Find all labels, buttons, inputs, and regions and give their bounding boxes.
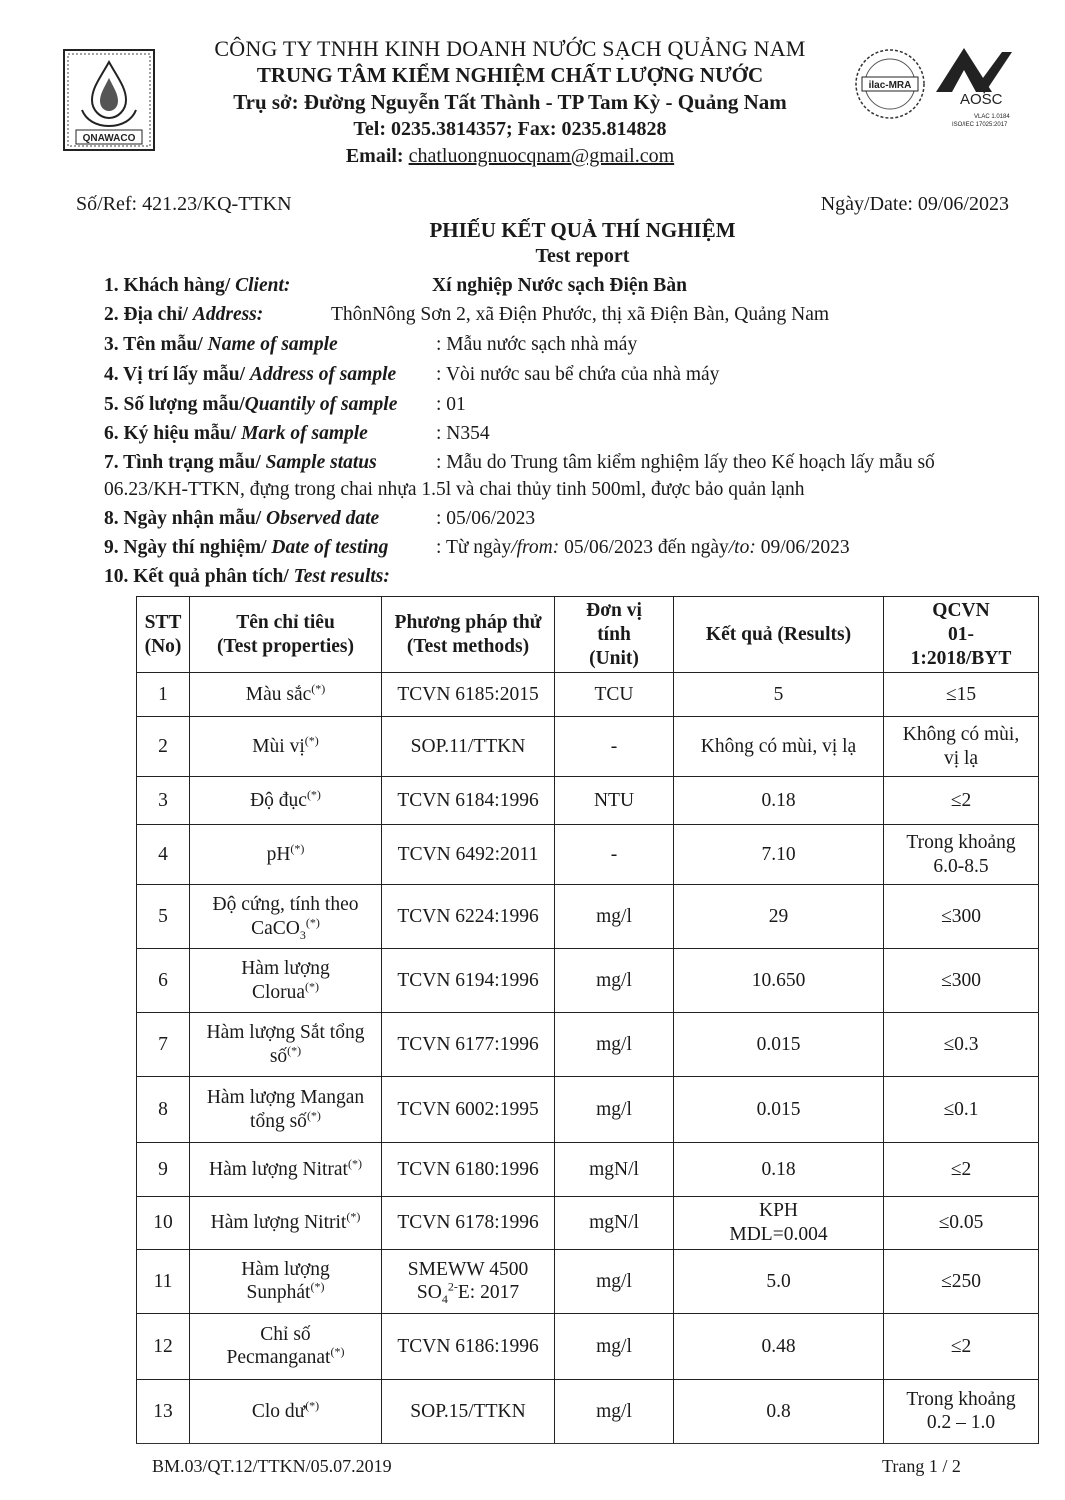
cell-result: 10.650 [674, 949, 884, 1013]
cell-method: TCVN 6186:1996 [382, 1313, 555, 1379]
cell-no: 8 [137, 1077, 190, 1143]
cell-result: 5.0 [674, 1249, 884, 1313]
cell-no: 9 [137, 1143, 190, 1197]
cell-result: Không có mùi, vị lạ [674, 717, 884, 777]
field-client: 1. Khách hàng/ Client: [104, 275, 291, 296]
field-sample-mark: 6. Ký hiệu mẫu/ Mark of sample [104, 423, 368, 444]
cell-method: TCVN 6184:1996 [382, 777, 555, 825]
table-row [137, 1143, 1039, 1197]
field-sample-status: 7. Tình trạng mẫu/ Sample status [104, 452, 377, 473]
sample-location-value: : Vòi nước sau bể chứa của nhà máy [436, 364, 720, 385]
cell-method: SMEWW 4500 $SO_4^{2-}E$: 2017 [382, 1249, 555, 1313]
cell-result: 0.18 [674, 1143, 884, 1197]
cell-no: 3 [137, 777, 190, 825]
cell-method: SOP.11/TTKN [382, 717, 555, 777]
cell-unit: mg/l [555, 1379, 674, 1443]
field-sample-name: 3. Tên mẫu/ Name of sample [104, 334, 338, 355]
client-value: Xí nghiệp Nước sạch Điện Bàn [432, 275, 687, 296]
cell-no: 5 [137, 885, 190, 949]
cell-property: Hàm lượng Nitrat(*) [190, 1143, 382, 1197]
report-title: PHIẾU KẾT QUẢ THÍ NGHIỆM [429, 218, 736, 242]
cell-unit: NTU [555, 777, 674, 825]
address-value: ThônNông Sơn 2, xã Điện Phước, thị xã Điện Bàn, Quảng Nam [331, 304, 830, 325]
cell-result: 29 [674, 885, 884, 949]
cell-method: TCVN 6224:1996 [382, 885, 555, 949]
field-address: 2. Địa chỉ/ Address: [104, 304, 264, 325]
ilac-text: ilac-MRA [868, 80, 912, 91]
cell-method: TCVN 6002:1995 [382, 1077, 555, 1143]
cell-standard: Trong khoảng 0.2 – 1.0 [884, 1379, 1039, 1443]
cell-no: 1 [137, 673, 190, 717]
cell-result: 0.18 [674, 777, 884, 825]
cell-standard: ≤2 [884, 1143, 1039, 1197]
cell-method: TCVN 6185:2015 [382, 673, 555, 717]
cell-standard: ≤2 [884, 777, 1039, 825]
table-row [137, 1077, 1039, 1143]
cell-method: TCVN 6492:2011 [382, 825, 555, 885]
cell-method: SOP.15/TTKN [382, 1379, 555, 1443]
field-observed-date: 8. Ngày nhận mẫu/ Observed date [104, 508, 380, 529]
table-row [137, 1249, 1039, 1313]
cell-unit: mg/l [555, 885, 674, 949]
header-unit: Đơn vị tính (Unit) [555, 597, 674, 673]
cell-no: 12 [137, 1313, 190, 1379]
testing-date-value: : Từ ngày/from: 05/06/2023 đến ngày/to: 09/06/2023 [436, 537, 850, 558]
aosc-logo [936, 48, 1012, 128]
cell-result: 5 [674, 673, 884, 717]
cell-unit: mgN/l [555, 1197, 674, 1250]
cell-no: 7 [137, 1013, 190, 1077]
cell-unit: - [555, 717, 674, 777]
table-row [137, 1313, 1039, 1379]
cell-unit: - [555, 825, 674, 885]
cell-method: TCVN 6177:1996 [382, 1013, 555, 1077]
cell-no: 13 [137, 1379, 190, 1443]
header-methods: Phương pháp thử (Test methods) [382, 597, 555, 673]
field-test-results: 10. Kết quả phân tích/ Test results: [104, 566, 390, 587]
contact-email [160, 145, 860, 168]
cell-property: Chỉ số Pecmanganat(*) [190, 1313, 382, 1379]
cell-unit: TCU [555, 673, 674, 717]
table-row [137, 825, 1039, 885]
cell-result: 7.10 [674, 825, 884, 885]
field-testing-date: 9. Ngày thí nghiệm/ Date of testing [104, 537, 389, 558]
cell-standard: ≤2 [884, 1313, 1039, 1379]
cell-method: TCVN 6194:1996 [382, 949, 555, 1013]
cell-property: pH(*) [190, 825, 382, 885]
table-row [137, 673, 1039, 717]
header-no: STT (No) [137, 597, 190, 673]
header-standard: QCVN 01- 1:2018/BYT [884, 597, 1039, 673]
cell-property: Độ đục(*) [190, 777, 382, 825]
table-row [137, 1197, 1039, 1250]
page-number: Trang 1 / 2 [882, 1456, 961, 1476]
cell-no: 6 [137, 949, 190, 1013]
table-row [137, 949, 1039, 1013]
cell-property: Độ cứng, tính theo CaCO$_3$(*) [190, 885, 382, 949]
cell-standard: ≤0.3 [884, 1013, 1039, 1077]
form-code: BM.03/QT.12/TTKN/05.07.2019 [152, 1456, 392, 1476]
center-name: TRUNG TÂM KIỂM NGHIỆM CHẤT LƯỢNG NƯỚC [256, 63, 764, 87]
cell-unit: mg/l [555, 949, 674, 1013]
cell-unit: mg/l [555, 1313, 674, 1379]
cell-no: 10 [137, 1197, 190, 1250]
cell-no: 4 [137, 825, 190, 885]
cell-unit: mg/l [555, 1013, 674, 1077]
company-name: CÔNG TY TNHH KINH DOANH NƯỚC SẠCH QUẢNG NAM [214, 36, 806, 61]
cell-standard: ≤15 [884, 673, 1039, 717]
cell-property: Hàm lượng Sunphát(*) [190, 1249, 382, 1313]
sample-status-value-line2: 06.23/KH-TTKN, đựng trong chai nhựa 1.5l và chai thủy tinh 500ml, được bảo quản lạnh [104, 479, 805, 500]
vilas-text: VLAC 1.0184 [974, 114, 1010, 120]
cell-no: 11 [137, 1249, 190, 1313]
table-row [137, 717, 1039, 777]
cell-result: 0.48 [674, 1313, 884, 1379]
table-row [137, 885, 1039, 949]
sample-quantity-value: : 01 [436, 394, 466, 415]
table-row [137, 1013, 1039, 1077]
cell-property: Hàm lượng Mangan tổng số(*) [190, 1077, 382, 1143]
cell-property: Hàm lượng Clorua(*) [190, 949, 382, 1013]
report-subtitle: Test report [535, 245, 630, 267]
footer-divider [136, 1443, 1038, 1444]
cell-method: TCVN 6178:1996 [382, 1197, 555, 1250]
cell-result: KPH MDL=0.004 [674, 1197, 884, 1250]
ilac-mra-logo [856, 50, 924, 118]
table-row [137, 1379, 1039, 1443]
cell-property: Hàm lượng Nitrit(*) [190, 1197, 382, 1250]
company-logo [62, 48, 156, 152]
head-office-address: Trụ sở: Đường Nguyễn Tất Thành - TP Tam Kỳ - Quảng Nam [233, 90, 787, 114]
iso-text: ISO/IEC 17025:2017 [952, 122, 1008, 128]
table-row [137, 777, 1039, 825]
observed-date-value: : 05/06/2023 [436, 508, 536, 529]
sample-status-value-line1: : Mẫu do Trung tâm kiểm nghiệm lấy theo Kế hoạch lấy mẫu số [436, 452, 935, 473]
cell-result: 0.8 [674, 1379, 884, 1443]
email-label: Email: [345, 145, 409, 167]
accreditation-logos [852, 42, 1022, 142]
cell-standard: ≤300 [884, 949, 1039, 1013]
cell-no: 2 [137, 717, 190, 777]
email-link[interactable]: chatluongnuocqnam@gmail.com [408, 145, 675, 167]
cell-property: Clo dư(*) [190, 1379, 382, 1443]
cell-unit: mg/l [555, 1249, 674, 1313]
cell-unit: mgN/l [555, 1143, 674, 1197]
cell-result: 0.015 [674, 1013, 884, 1077]
cell-standard: Không có mùi, vị lạ [884, 717, 1039, 777]
cell-standard: ≤0.05 [884, 1197, 1039, 1250]
sample-name-value: : Mẫu nước sạch nhà máy [436, 334, 638, 355]
sample-mark-value: : N354 [436, 423, 490, 444]
cell-property: Màu sắc(*) [190, 673, 382, 717]
cell-property: Hàm lượng Sắt tổng số(*) [190, 1013, 382, 1077]
cell-standard: Trong khoảng 6.0-8.5 [884, 825, 1039, 885]
table-header-row [137, 597, 1039, 673]
cell-unit: mg/l [555, 1077, 674, 1143]
field-sample-quantity: 5. Số lượng mẫu/Quantily of sample [104, 394, 398, 415]
header-properties: Tên chỉ tiêu (Test properties) [190, 597, 382, 673]
aosc-text: AOSC [960, 91, 1003, 108]
cell-result: 0.015 [674, 1077, 884, 1143]
results-table [136, 596, 1039, 1444]
cell-standard: ≤300 [884, 885, 1039, 949]
field-sample-location: 4. Vị trí lấy mẫu/ Address of sample [104, 364, 397, 385]
reference-number: Số/Ref: 421.23/KQ-TTKN [76, 193, 292, 215]
cell-property: Mùi vị(*) [190, 717, 382, 777]
contact-phone-fax: Tel: 0235.3814357; Fax: 0235.814828 [353, 118, 667, 140]
cell-standard: ≤0.1 [884, 1077, 1039, 1143]
cell-method: TCVN 6180:1996 [382, 1143, 555, 1197]
logo-left-text: QNAWACO [82, 133, 136, 144]
report-date: Ngày/Date: 09/06/2023 [820, 193, 1009, 215]
header-results: Kết quả (Results) [674, 597, 884, 673]
cell-standard: ≤250 [884, 1249, 1039, 1313]
